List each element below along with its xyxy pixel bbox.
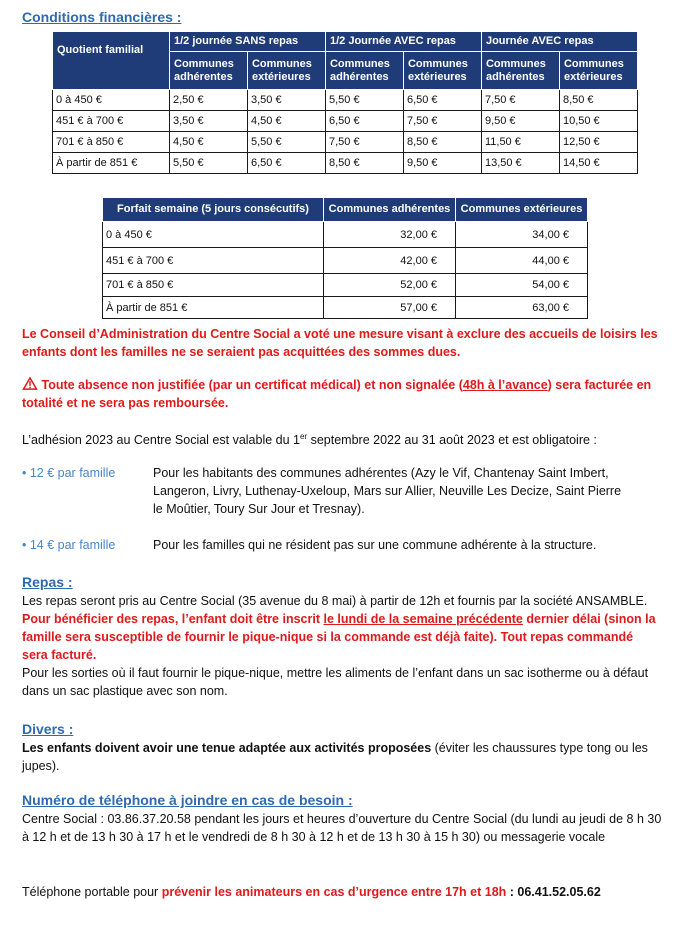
table-cell: 44,00 € (455, 248, 587, 274)
table-cell: 32,00 € (324, 222, 456, 248)
table-cell: À partir de 851 € (103, 297, 324, 319)
table-cell: 5,50 € (247, 132, 325, 153)
table-cell: 8,50 € (403, 132, 481, 153)
phone-mobile-text: Téléphone portable pour (22, 885, 162, 899)
table-cell: 3,50 € (247, 90, 325, 111)
table-cell: 2,50 € (170, 90, 248, 111)
heading-conditions: Conditions financières : (22, 9, 182, 25)
header-sub: Communes adhérentes (325, 52, 403, 90)
table-cell: 52,00 € (324, 274, 456, 297)
table-cell: 5,50 € (170, 153, 248, 174)
table-cell: 701 € à 850 € (103, 274, 324, 297)
divers-rest: (éviter les chaussures type tong ou les jupes). (22, 741, 648, 773)
header-sub: Communes adhérentes (170, 52, 248, 90)
phone-mobile-number: : 06.41.52.05.62 (506, 885, 601, 899)
table-cell: 12,50 € (559, 132, 637, 153)
header-sub: Communes adhérentes (481, 52, 559, 90)
table-cell: 42,00 € (324, 248, 456, 274)
table-cell: 57,00 € (324, 297, 456, 319)
table-cell: À partir de 851 € (53, 153, 170, 174)
council-notice: Le Conseil d’Administration du Centre Social a voté une mesure visant à exclure des accueils de loisirs les enfants dont les familles ne se seraient pas acquittées des sommes dues. (22, 327, 658, 359)
fee-label-14: • 14 € par famille (22, 538, 116, 552)
table-row (103, 297, 588, 319)
table-cell: 11,50 € (481, 132, 559, 153)
adhesion-part: L’adhésion 2023 au Centre Social est valable du 1 (22, 433, 300, 448)
table-cell: 6,50 € (403, 90, 481, 111)
table-cell: 8,50 € (559, 90, 637, 111)
header-sub: Communes extérieures (559, 52, 637, 90)
table-cell: 701 € à 850 € (53, 132, 170, 153)
fee-text-12: Pour les habitants des communes adhérentes (Azy le Vif, Chantenay Saint Imbert, Langeron, Livry, Luthenay-Uxeloup, Mars sur Allier, Neuville Les Decize, Saint Pierre le Moûtier, Toury Sur Jour et Tresnay). (153, 466, 622, 516)
table-row (53, 132, 638, 153)
table-cell: 7,50 € (481, 90, 559, 111)
pricing-table (52, 31, 638, 174)
header-group: Journée AVEC repas (481, 32, 637, 52)
table-row (103, 222, 588, 248)
adhesion-part: septembre 2022 au 31 août 2023 et est obligatoire : (307, 433, 597, 448)
table-cell: 14,50 € (559, 153, 637, 174)
table-cell: 0 à 450 € (53, 90, 170, 111)
table-cell: 0 à 450 € (103, 222, 324, 248)
header-forfait: Forfait semaine (5 jours consécutifs) (103, 198, 324, 222)
table-cell: 9,50 € (481, 111, 559, 132)
divers-bold: Les enfants doivent avoir une tenue adaptée aux activités proposées (22, 741, 432, 755)
absence-notice (22, 376, 668, 412)
repas-red-text: dernier délai (sinon la famille sera susceptible de fournir le pique-nique si la commande est déjà faite). Tout repas commandé sera facturé. (22, 612, 656, 662)
header-group: 1/2 journée SANS repas (170, 32, 326, 52)
table-cell: 34,00 € (455, 222, 587, 248)
table-cell: 4,50 € (170, 132, 248, 153)
table-cell: 9,50 € (403, 153, 481, 174)
adhesion-sup: er (299, 432, 308, 441)
table-cell: 5,50 € (325, 90, 403, 111)
table-cell: 10,50 € (559, 111, 637, 132)
absence-deadline: 48h à l’avance (462, 378, 548, 392)
table-row (53, 90, 638, 111)
repas-registration (22, 610, 662, 664)
absence-text: ) sera facturée en totalité et ne sera pas remboursée. (22, 378, 652, 410)
table-cell: 6,50 € (325, 111, 403, 132)
weekly-package-table (102, 197, 588, 319)
repas-deadline: le lundi de la semaine précédente (323, 612, 523, 626)
header-sub: Communes adhérentes (324, 198, 456, 222)
table-cell: 6,50 € (247, 153, 325, 174)
table-cell: 451 € à 700 € (53, 111, 170, 132)
table-cell: 7,50 € (325, 132, 403, 153)
table-row (53, 153, 638, 174)
table-cell: 8,50 € (325, 153, 403, 174)
table-cell: 13,50 € (481, 153, 559, 174)
phone-mobile (22, 883, 672, 901)
repas-red-text: Pour bénéficier des repas, l’enfant doit être inscrit (22, 612, 320, 626)
absence-text: Toute absence non justifiée (par un certificat médical) et non signalée ( (41, 378, 463, 392)
header-quotient: Quotient familial (53, 32, 170, 90)
fee-text-14: Pour les familles qui ne résident pas sur une commune adhérente à la structure. (153, 538, 597, 552)
repas-picnic: Pour les sorties où il faut fournir le pique-nique, mettre les aliments de l’enfant dans un sac isotherme ou à défaut dans un sac plastique avec son nom. (22, 666, 649, 698)
repas-intro: Les repas seront pris au Centre Social (35 avenue du 8 mai) à partir de 12h et fournis par la société ANSAMBLE. (22, 594, 648, 608)
header-sub: Communes extérieures (455, 198, 587, 222)
heading-divers: Divers : (22, 721, 74, 737)
header-group: 1/2 Journée AVEC repas (325, 32, 481, 52)
adhesion-text (22, 428, 672, 449)
table-cell: 63,00 € (455, 297, 587, 319)
header-sub: Communes extérieures (247, 52, 325, 90)
table-row (103, 248, 588, 274)
table-cell: 451 € à 700 € (103, 248, 324, 274)
header-sub: Communes extérieures (403, 52, 481, 90)
table-row (53, 111, 638, 132)
divers-text (22, 739, 662, 775)
table-row (103, 274, 588, 297)
warning-triangle-icon (22, 377, 38, 390)
table-cell: 7,50 € (403, 111, 481, 132)
table-cell: 3,50 € (170, 111, 248, 132)
heading-repas: Repas : (22, 574, 73, 590)
phone-centre: Centre Social : 03.86.37.20.58 pendant les jours et heures d’ouverture du Centre Social (du lundi au jeudi de 8 h 30 à 12 h et de 13 h 30 à 17 h et le vendredi de 8 h 30 à 12 h et de 13 h 30 à 15 h 30) ou messagerie vocale (22, 812, 662, 844)
phone-urgency: prévenir les animateurs en cas d’urgence entre 17h et 18h (161, 885, 507, 899)
table-cell: 4,50 € (247, 111, 325, 132)
heading-phone: Numéro de téléphone à joindre en cas de besoin : (22, 792, 353, 808)
fee-label-12: • 12 € par famille (22, 466, 116, 480)
table-cell: 54,00 € (455, 274, 587, 297)
